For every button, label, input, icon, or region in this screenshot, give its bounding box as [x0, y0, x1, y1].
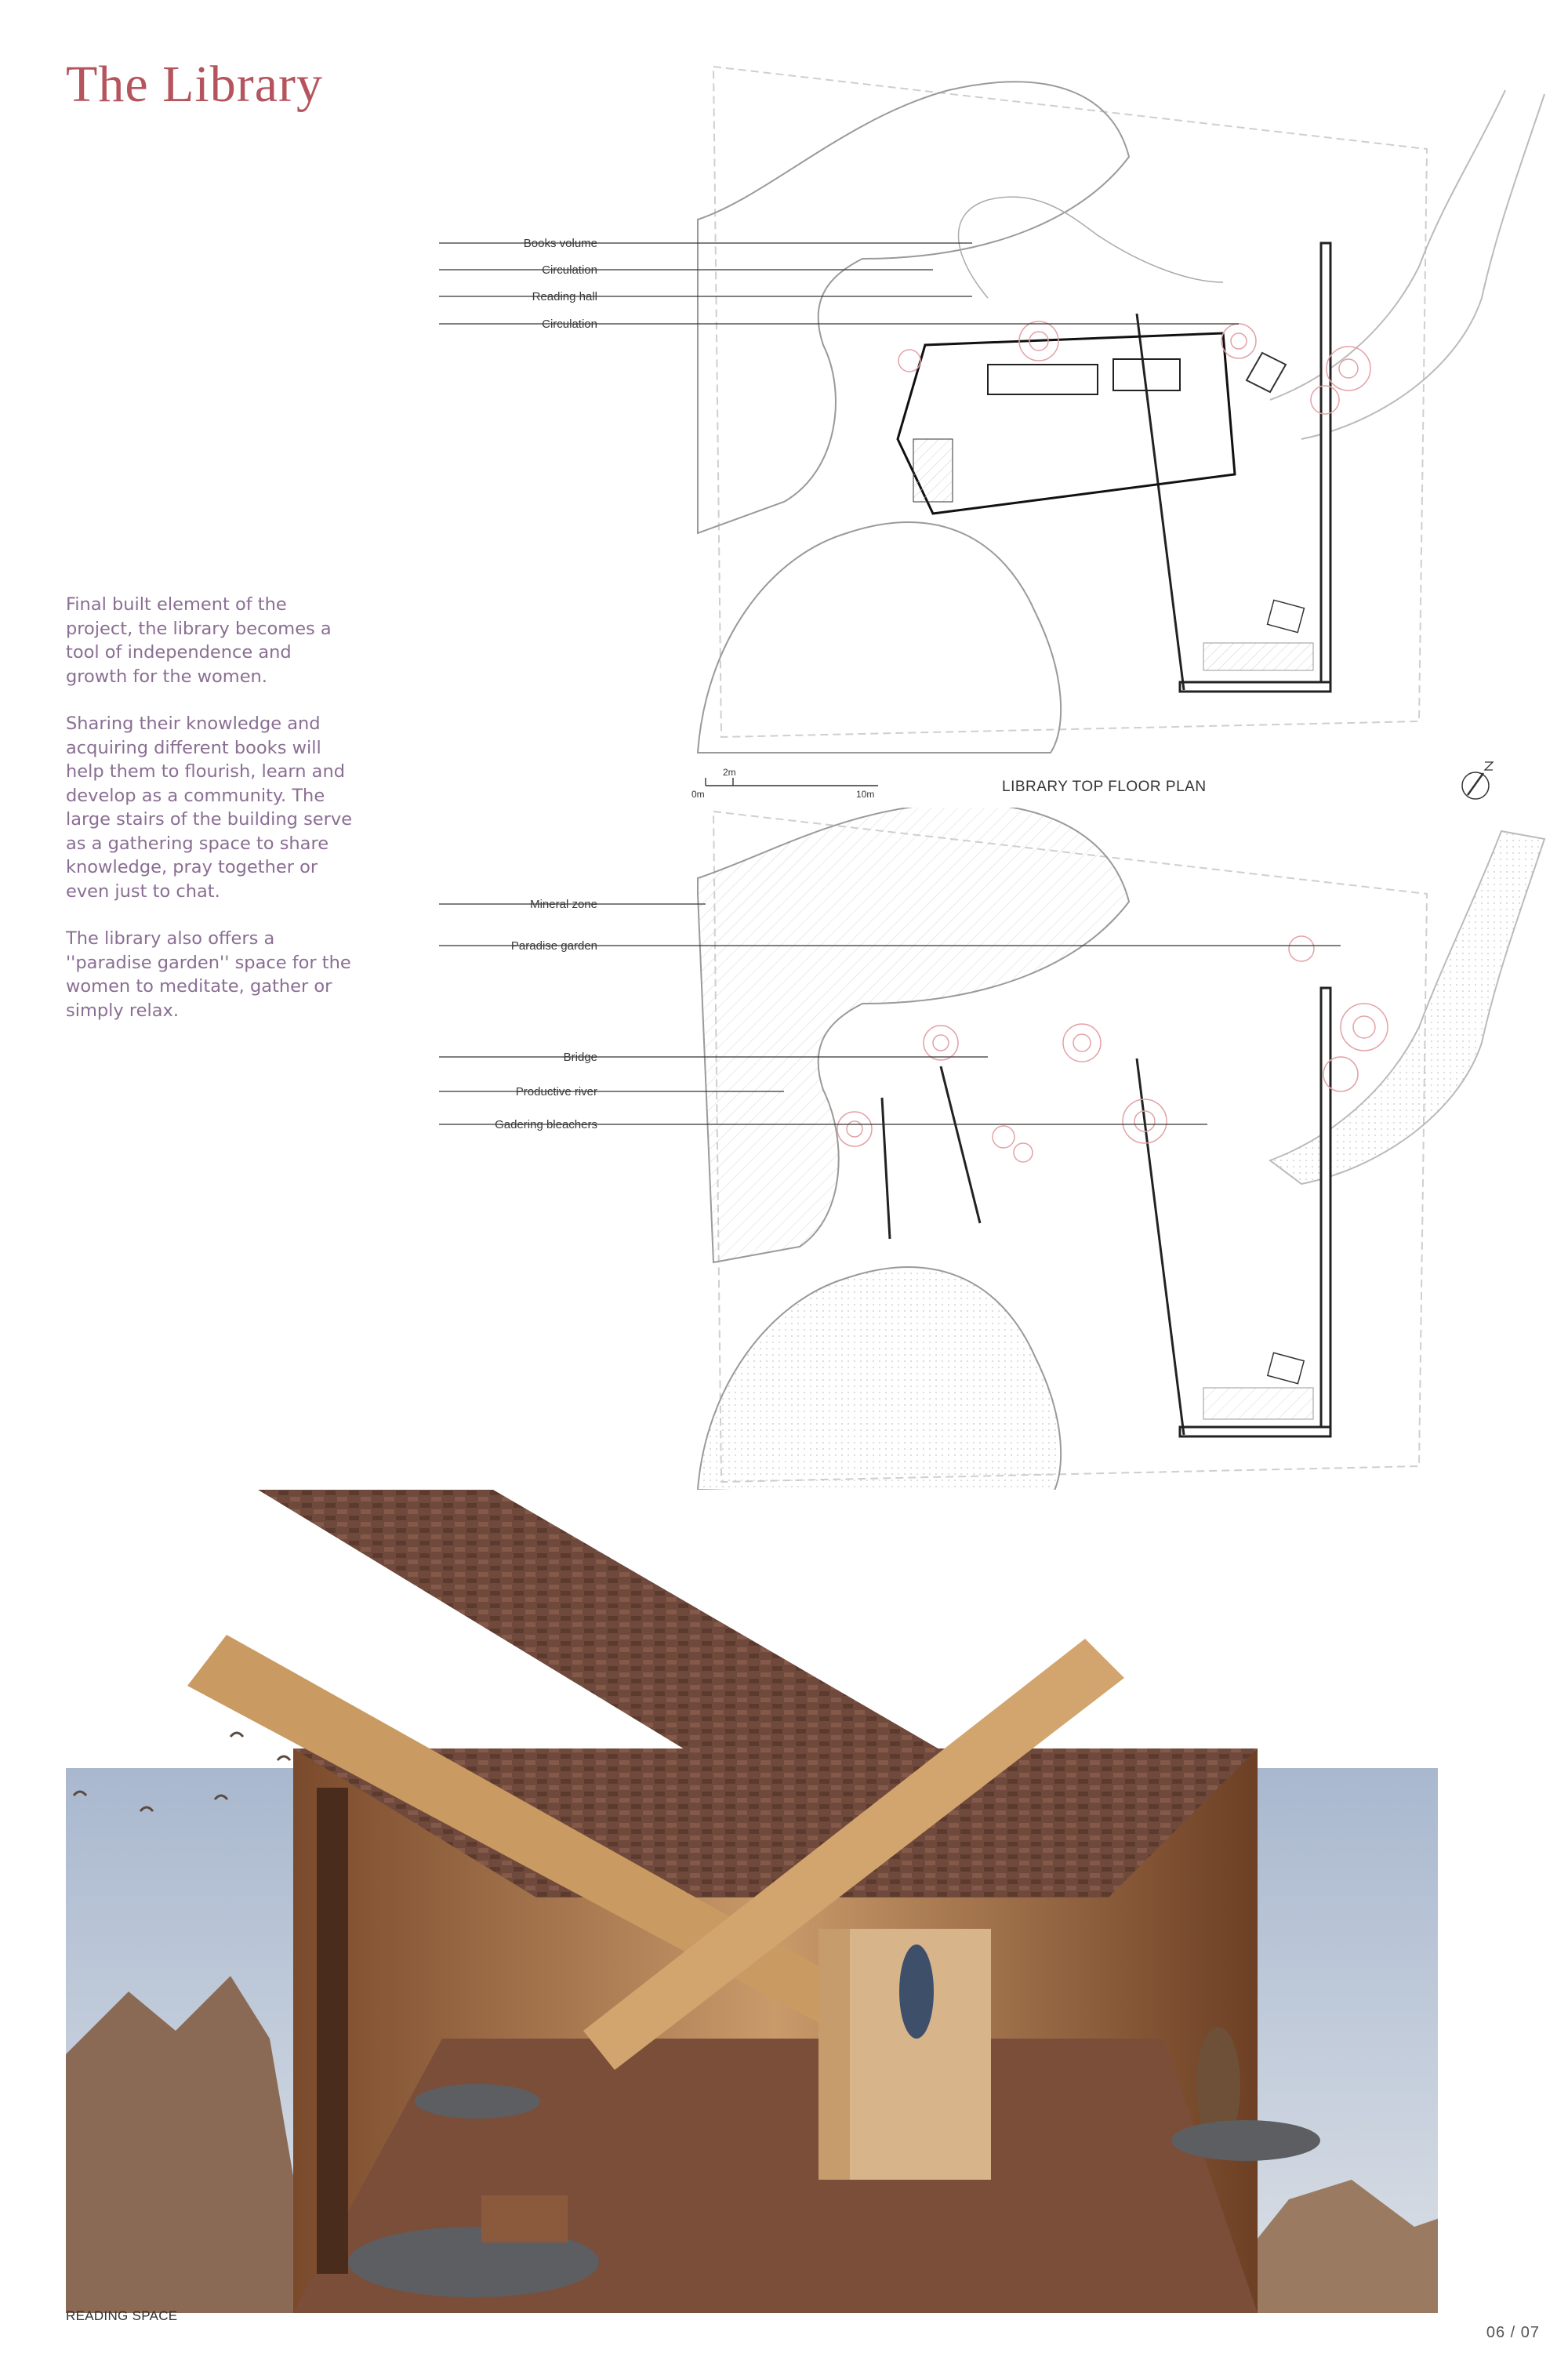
label-gadering-bleachers: Gadering bleachers	[495, 1118, 597, 1131]
label-circulation-2: Circulation	[542, 318, 597, 331]
intro-text	[66, 593, 356, 1046]
scale-end: 10m	[856, 789, 875, 800]
window-panel	[317, 1788, 348, 2274]
label-mineral-zone: Mineral zone	[530, 898, 597, 911]
label-paradise-garden: Paradise garden	[510, 939, 597, 953]
bridge-wall-2	[941, 1066, 980, 1223]
bench-block-2	[1268, 1353, 1304, 1383]
first-plan-drawing	[439, 808, 1552, 1560]
label-reading-hall: Reading hall	[532, 290, 597, 303]
books-volume	[988, 365, 1098, 394]
page-title: The Library	[66, 56, 324, 113]
render-illustration	[66, 1490, 1505, 2313]
label-circulation-1: Circulation	[542, 263, 597, 277]
top-plan-drawing	[439, 63, 1552, 815]
river-boundary	[698, 522, 1061, 753]
productive-river	[698, 1267, 1061, 1498]
table-back	[415, 2084, 540, 2119]
intro-paragraph-3: The library also offers a ''paradise garden'' space for the women to meditate, gather or simply relax.	[66, 928, 351, 1021]
south-wall	[1180, 682, 1330, 692]
path-curve	[1270, 90, 1505, 400]
north-arrow-icon	[1462, 762, 1493, 799]
table-right	[1171, 2120, 1320, 2161]
intro-paragraph-1: Final built element of the project, the library becomes a tool of independence and growth for the women.	[66, 594, 332, 687]
gadering-bleachers	[1203, 1388, 1313, 1419]
garden-path	[959, 197, 1224, 298]
top-plan-title: LIBRARY TOP FLOOR PLAN	[1002, 779, 1207, 795]
scale-bar	[706, 778, 878, 786]
east-wall-2	[1321, 988, 1330, 1427]
south-wall-2	[1180, 1427, 1330, 1436]
label-books-volume: Books volume	[523, 237, 597, 250]
diagonal-wall	[1137, 314, 1184, 690]
stair	[913, 439, 953, 502]
bridge-block	[1247, 353, 1286, 392]
render-caption: READING SPACE	[66, 2308, 178, 2323]
figure-woman-1	[899, 1944, 934, 2039]
page-number: 06 / 07	[1486, 2324, 1540, 2341]
bleachers	[1203, 643, 1313, 670]
label-productive-river: Productive river	[515, 1085, 597, 1098]
diagonal-wall-2	[1137, 1058, 1184, 1435]
leader-lines	[439, 243, 1239, 324]
bridge-wall-1	[882, 1098, 890, 1239]
top-floor-plan	[439, 63, 1552, 815]
book-stack	[481, 2195, 568, 2242]
east-wall	[1321, 243, 1330, 682]
bench-block	[1268, 600, 1305, 632]
intro-paragraph-2: Sharing their knowledge and acquiring different books will help them to flourish, learn and develop as a community. The large stairs of the building serve as a gathering space to share knowledge, pray together or even just to chat.	[66, 714, 353, 902]
trees	[898, 321, 1370, 414]
east-path	[1270, 831, 1544, 1184]
first-floor-plan	[439, 808, 1552, 1560]
reading-space-render	[66, 1490, 1505, 2313]
scale-zero: 0m	[691, 789, 705, 800]
scale-mid: 2m	[723, 767, 736, 778]
label-bridge: Bridge	[563, 1051, 597, 1064]
